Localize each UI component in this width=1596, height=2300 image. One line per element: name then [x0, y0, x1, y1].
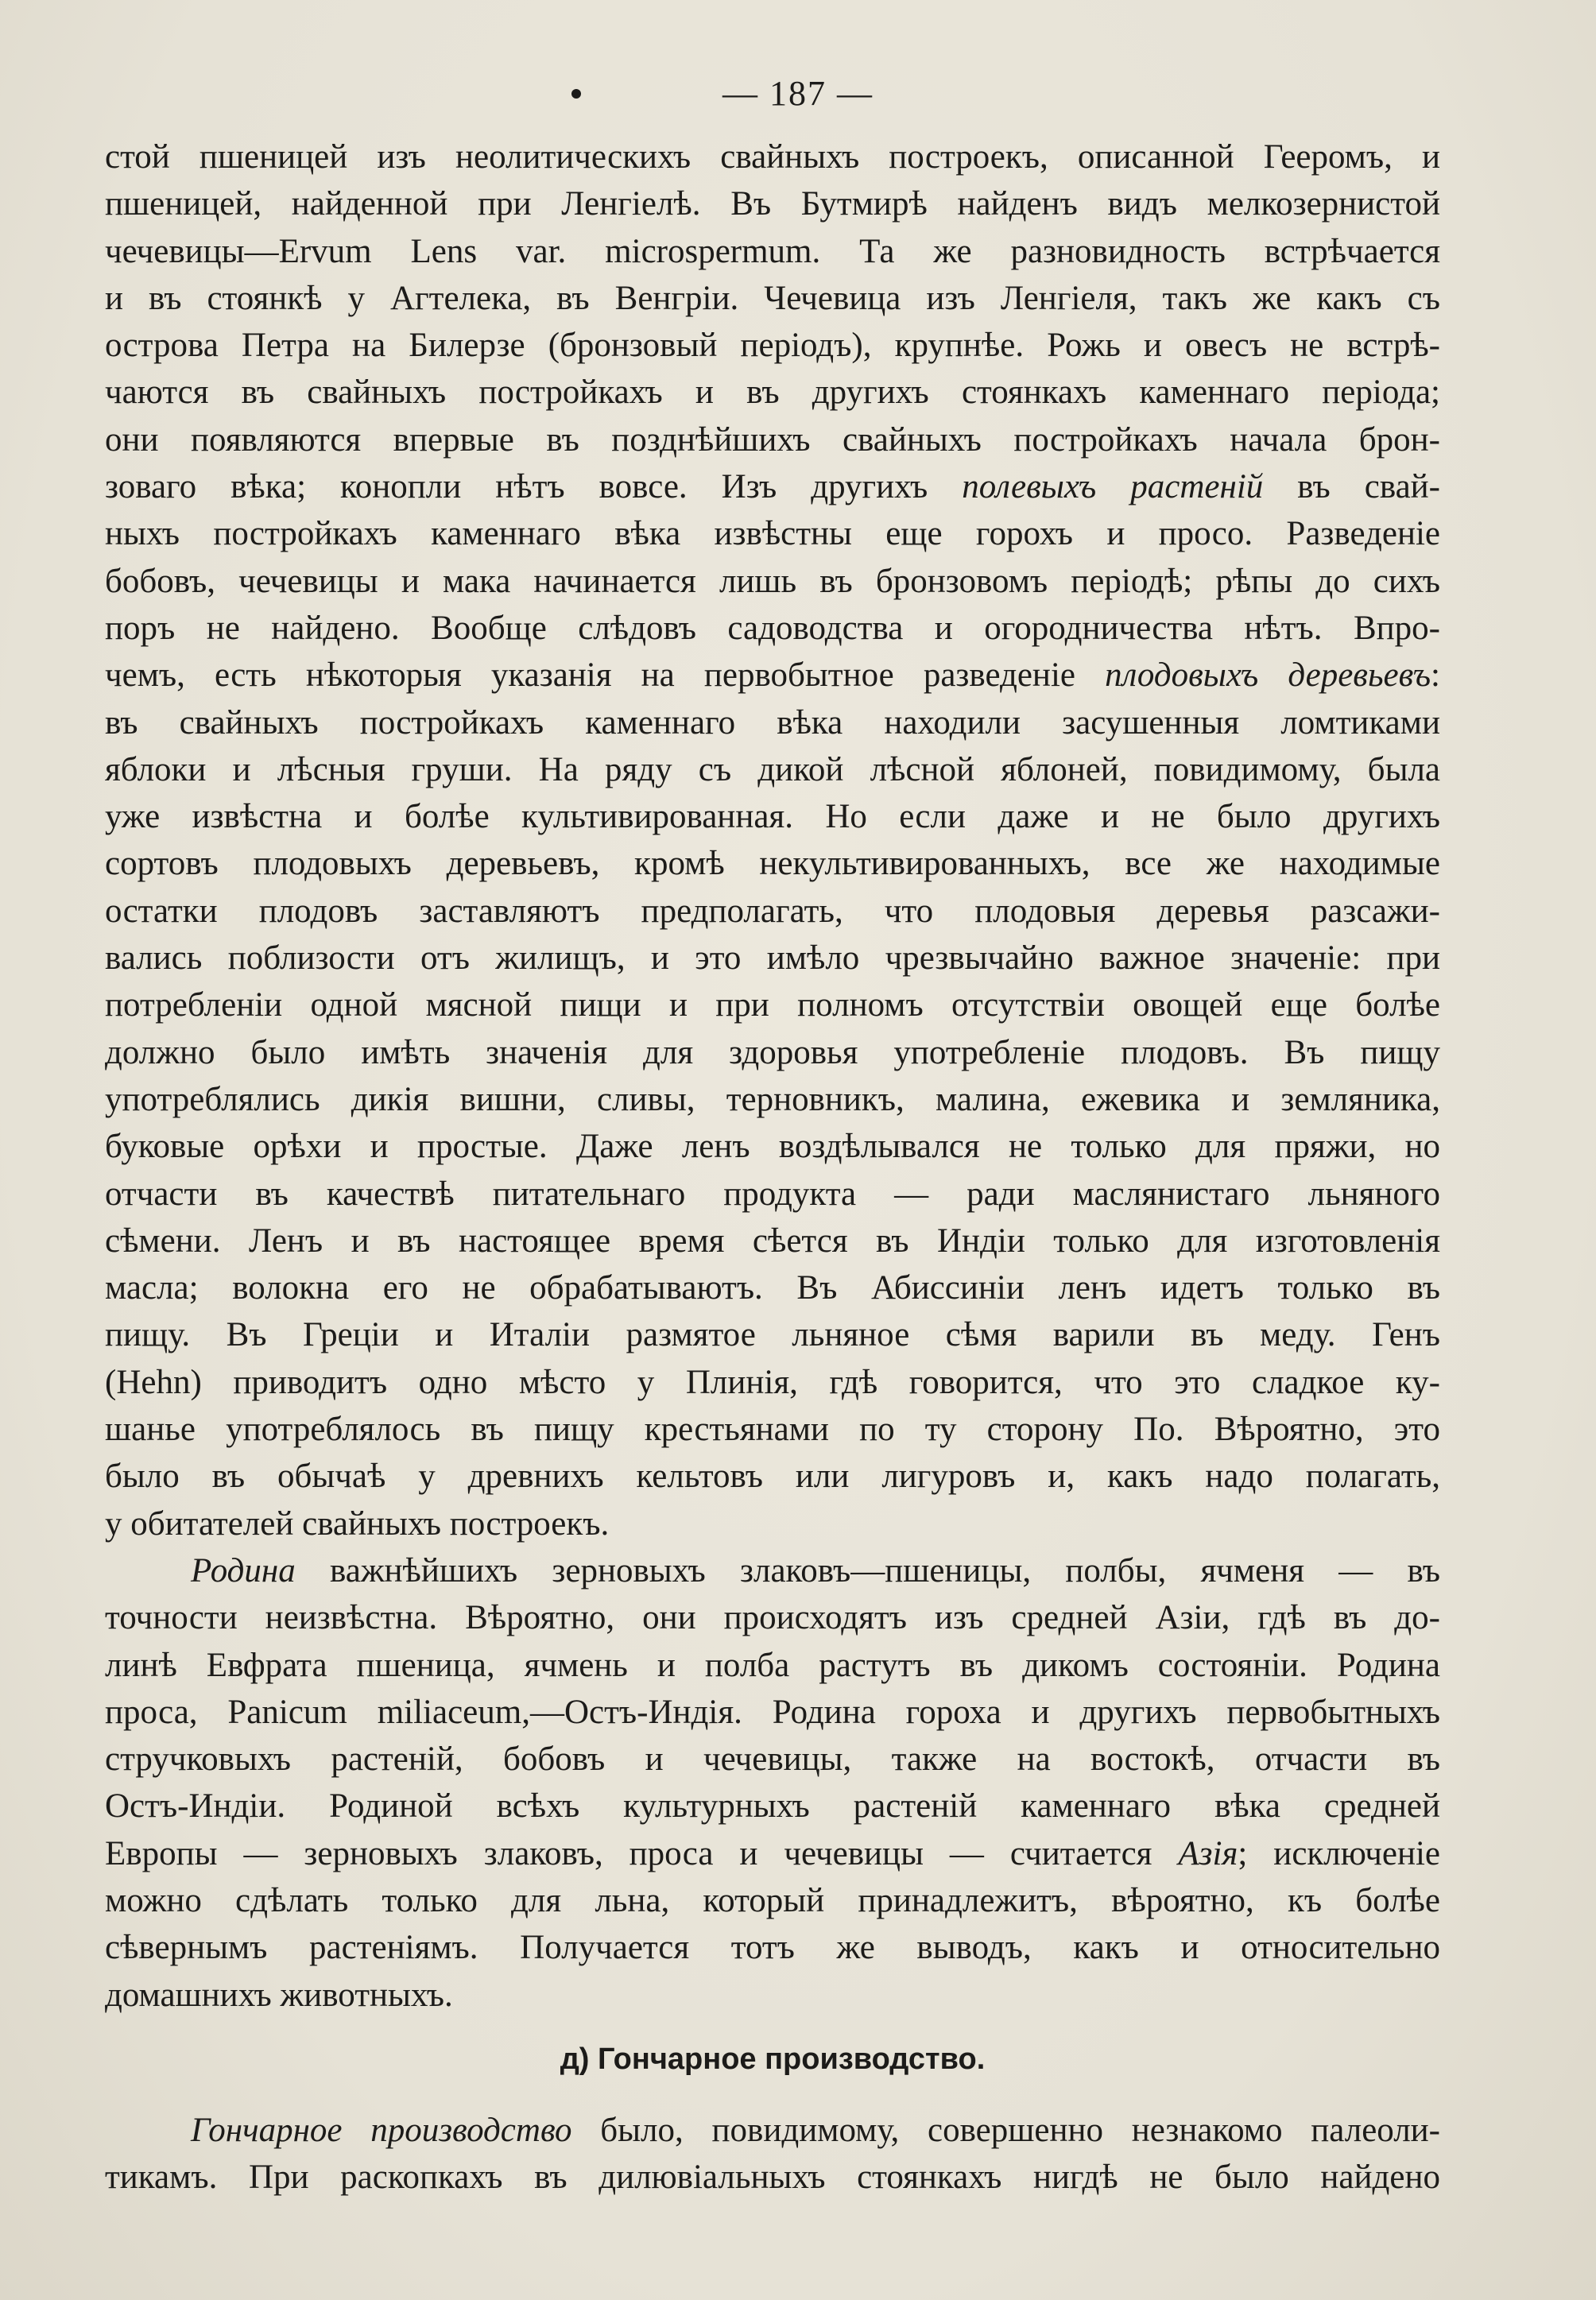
text-line: острова Петра на Билерзе (бронзовый періодъ), крупнѣе. Рожь и овесъ не встрѣ- [105, 327, 1440, 365]
text-segment: зоваго вѣка; конопли нѣтъ вовсе. Изъ другихъ [105, 468, 963, 506]
italic-term: плодовыхъ деревьевъ [1105, 656, 1431, 695]
text-segment: чемъ, есть нѣкоторыя указанія на первобытное разведеніе [105, 656, 1106, 695]
text-line: уже извѣстна и болѣе культивированная. Но если даже и не было другихъ [105, 798, 1440, 836]
text-segment: въ свай- [1263, 468, 1440, 506]
text-line [105, 1547, 1440, 1594]
text-line: было въ обычаѣ у древнихъ кельтовъ или лигуровъ и, какъ надо полагать, [105, 1458, 1440, 1496]
italic-term: Азія [1178, 1834, 1238, 1872]
text-line: они появляются впервые въ позднѣйшихъ свайныхъ постройкахъ начала брон- [105, 420, 1440, 459]
text-line: буковые орѣхи и простые. Даже ленъ воздѣлывался не только для пряжи, но [105, 1128, 1440, 1166]
text-line: масла; волокна его не обрабатываютъ. Въ Абиссиніи ленъ идетъ только въ [105, 1269, 1440, 1307]
italic-term: полевыхъ растеній [962, 468, 1264, 506]
text-line: тикамъ. При раскопкахъ въ дилювіальныхъ стоянкахъ нигдѣ не было найдено [105, 2159, 1440, 2197]
text-line: (Hehn) приводитъ одно мѣсто у Плинія, гдѣ говорится, что это сладкое ку- [105, 1363, 1440, 1401]
text-line: проса, Panicum miliaceum,—Остъ-Индія. Родина гороха и другихъ первобытныхъ [105, 1693, 1440, 1731]
text-line [105, 463, 1440, 510]
paragraph-3 [105, 2107, 1440, 2201]
text-line: употреблялись дикія вишни, сливы, терновникъ, малина, ежевика и земляника, [105, 1080, 1440, 1118]
text-segment: : [1431, 656, 1440, 695]
italic-term: Гончарное производство [191, 2112, 572, 2150]
text-line: остатки плодовъ заставляютъ предполагать, что плодовыя деревья разсажи- [105, 892, 1440, 930]
text-line: и въ стоянкѣ у Агтелека, въ Венгріи. Чечевица изъ Ленгіеля, такъ же какъ съ [105, 279, 1440, 317]
text-line: шанье употреблялось въ пищу крестьянами по ту сторону По. Вѣроятно, это [105, 1411, 1440, 1449]
text-line: пшеницей, найденной при Ленгіелѣ. Въ Бутмирѣ найденъ видъ мелкозернистой [105, 185, 1440, 223]
text-line: отчасти въ качествѣ питательнаго продукта — ради маслянистаго льняного [105, 1175, 1440, 1213]
text-line: поръ не найдено. Вообще слѣдовъ садоводства и огородничества нѣтъ. Впро- [105, 609, 1440, 647]
text-line: яблоки и лѣсныя груши. На ряду съ дикой лѣсной яблоней, повидимому, была [105, 750, 1440, 788]
text-line: сѣвернымъ растеніямъ. Получается тотъ же выводъ, какъ и относительно [105, 1929, 1440, 1967]
text-line: можно сдѣлать только для льна, который принадлежитъ, вѣроятно, къ болѣе [105, 1881, 1440, 1919]
text-segment: Европы — зерновыхъ злаковъ, проса и чечевицы — считается [105, 1834, 1179, 1872]
text-line: сѣмени. Ленъ и въ настоящее время сѣется въ Индіи только для изготовленія [105, 1222, 1440, 1260]
text-line: стручковыхъ растеній, бобовъ и чечевицы, также на востокѣ, отчасти въ [105, 1740, 1440, 1779]
italic-term: Родина [191, 1551, 296, 1589]
text-segment: важнѣйшихъ зерновыхъ злаковъ—пшеницы, полбы, ячменя — въ [295, 1551, 1440, 1589]
text-line [105, 2107, 1440, 2154]
text-line: чаются въ свайныхъ постройкахъ и въ другихъ стоянкахъ каменнаго періода; [105, 374, 1440, 412]
text-line: потребленіи одной мясной пищи и при полномъ отсутствіи овощей еще болѣе [105, 986, 1440, 1024]
text-segment: было, повидимому, совершенно незнакомо палеоли- [571, 2112, 1440, 2150]
text-line: бобовъ, чечевицы и мака начинается лишь въ бронзовомъ періодѣ; рѣпы до сихъ [105, 562, 1440, 600]
paragraph-1 [105, 134, 1440, 1547]
body-text [105, 134, 1440, 2201]
text-line: домашнихъ животныхъ. [105, 1976, 453, 2014]
section-heading: д) Гончарное производство. [560, 2042, 986, 2076]
text-line: Остъ-Индіи. Родиной всѣхъ культурныхъ растеній каменнаго вѣка средней [105, 1787, 1440, 1826]
text-line: ныхъ постройкахъ каменнаго вѣка извѣстны еще горохъ и просо. Разведеніе [105, 515, 1440, 553]
paragraph-2 [105, 1547, 1440, 2019]
text-line: должно было имѣть значенія для здоровья употребленіе плодовъ. Въ пищу [105, 1033, 1440, 1071]
text-segment: ; исключеніе [1238, 1834, 1440, 1872]
text-line: линѣ Евфрата пшеница, ячмень и полба растутъ въ дикомъ состояніи. Родина [105, 1646, 1440, 1684]
text-line: точности неизвѣстна. Вѣроятно, они происходятъ изъ средней Азіи, гдѣ въ до- [105, 1599, 1440, 1637]
text-line: у обитателей свайныхъ построекъ. [105, 1504, 610, 1543]
text-line: сортовъ плодовыхъ деревьевъ, кромѣ некультивированныхъ, все же находимые [105, 845, 1440, 883]
text-line: чечевицы—Ervum Lens var. microspermum. Та же разновидность встрѣчается [105, 232, 1440, 270]
text-line: въ свайныхъ постройкахъ каменнаго вѣка находили засушенныя ломтиками [105, 703, 1440, 741]
page-number: — 187 — [722, 74, 874, 113]
text-line: стой пшеницей изъ неолитическихъ свайныхъ построекъ, описанной Гееромъ, и [105, 138, 1440, 176]
text-line: вались поблизости отъ жилищъ, и это имѣло чрезвычайно важное значеніе: при [105, 939, 1440, 978]
text-line [105, 1830, 1440, 1877]
text-line [105, 652, 1440, 699]
text-line: пищу. Въ Греціи и Италіи размятое льняное сѣмя варили въ меду. Генъ [105, 1316, 1440, 1354]
